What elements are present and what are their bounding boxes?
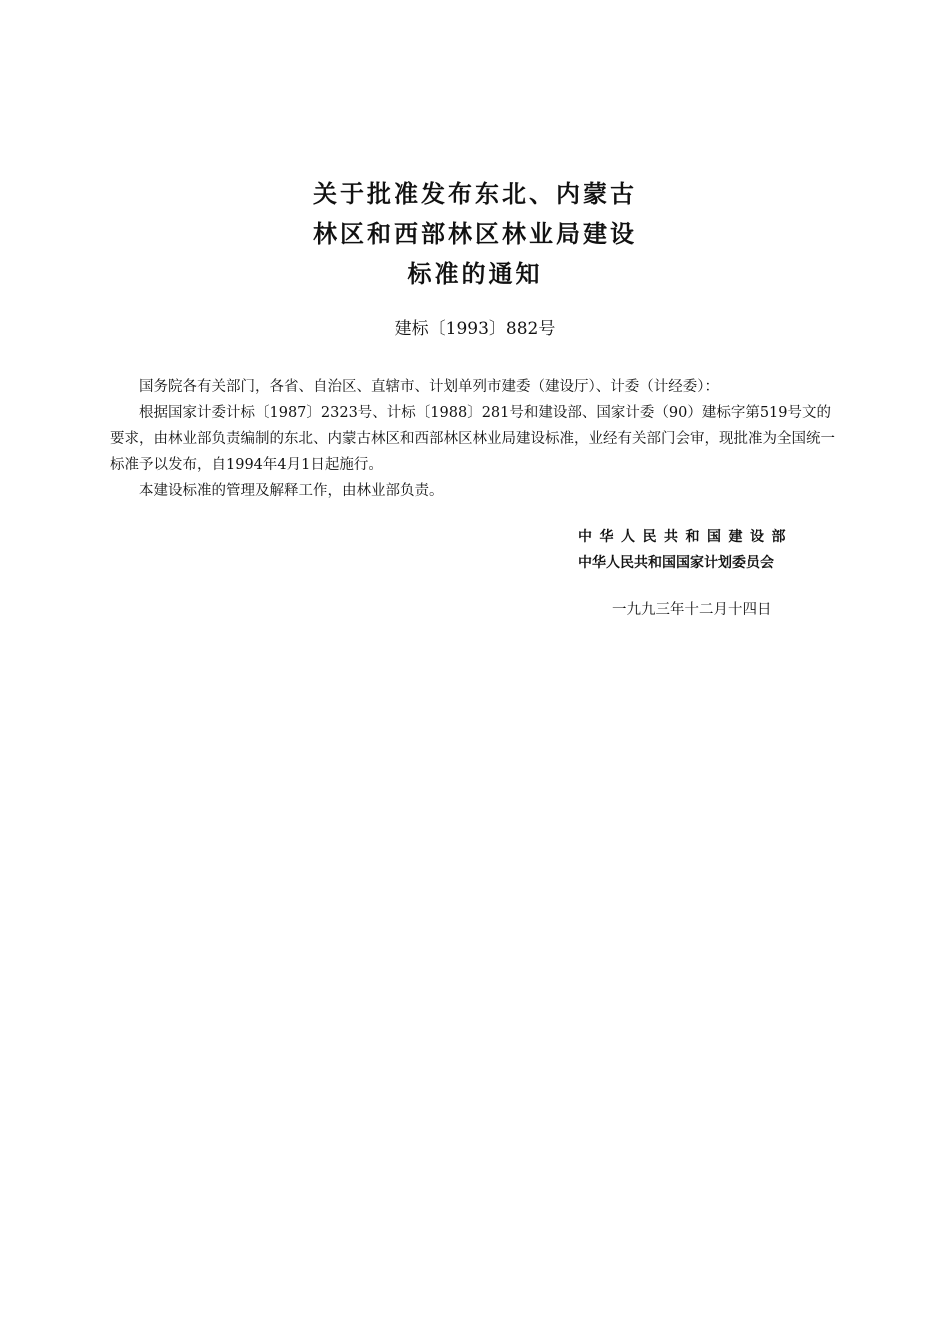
signature-state-planning-commission: 中华人民共和国国家计划委员会 — [578, 555, 774, 571]
document-number: 建标〔1993〕882号 — [394, 319, 556, 339]
document-title — [0, 174, 950, 294]
title-line-3: 标准的通知 — [407, 260, 543, 288]
body-paragraph-2: 本建设标准的管理及解释工作，由林业部负责。 — [139, 483, 444, 499]
title-line-2: 林区和西部林区林业局建设 — [313, 220, 637, 248]
body-paragraph-1: 根据国家计委计标〔1987〕2323号、计标〔1988〕281号和建设部、国家计委（90）建标字第519号文的要求，由林业部负责编制的东北、内蒙古林区和西部林区林业局建设标准，业经有关部门会审，现批准为全国统一标准予以发布，自1994年4月1日起施行。 — [110, 405, 835, 473]
signature-ministry-of-construction: 中华人民共和国建设部 — [578, 529, 793, 545]
title-line-1: 关于批准发布东北、内蒙古 — [313, 180, 637, 208]
signature-block — [578, 524, 838, 576]
addressee-line: 国务院各有关部门，各省、自治区、直辖市、计划单列市建委（建设厅）、计委（计经委）： — [139, 379, 719, 395]
document-body — [110, 374, 840, 504]
issue-date: 一九九三年十二月十四日 — [612, 602, 772, 618]
